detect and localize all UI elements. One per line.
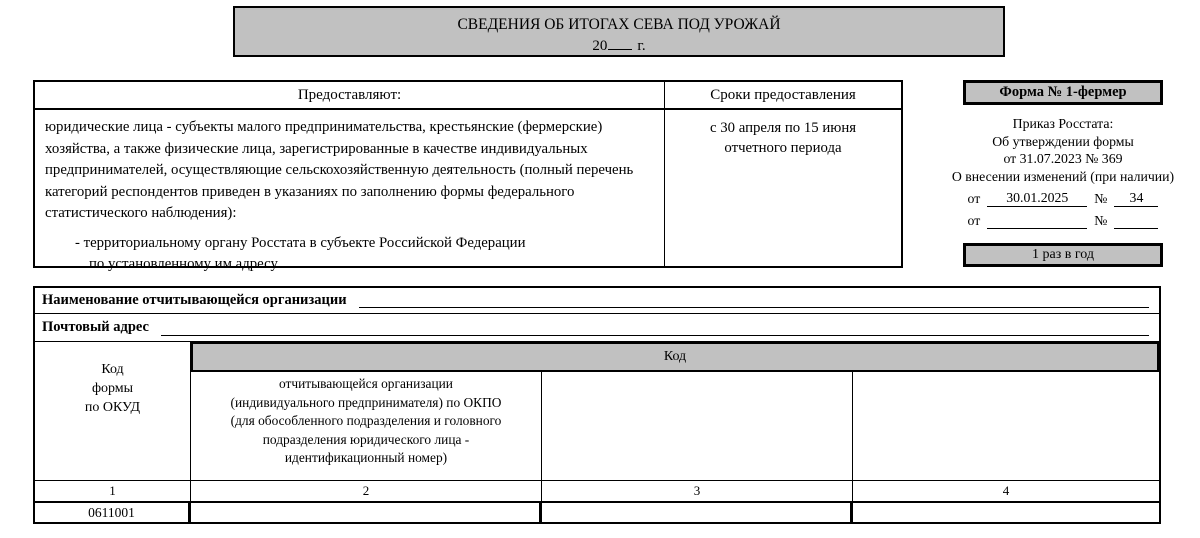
providers-body-cell [35,112,664,272]
postal-address-row [35,314,1159,342]
postal-address-fill-line [161,321,1149,336]
form-number-box: Форма № 1-фермер [963,80,1163,105]
form-title: СВЕДЕНИЯ ОБ ИТОГАХ СЕВА ПОД УРОЖАЙ [457,16,781,33]
form-title-box [233,6,1005,57]
code-header-cell-4 [853,372,1159,480]
code-value-cell-4 [853,503,1159,522]
okud-header-cell [35,342,191,480]
code-header-cell-3 [542,372,853,480]
org-name-fill-line [359,293,1149,308]
order-line2: Об утверждении формы [992,133,1134,149]
code-banner: Код [191,342,1159,372]
amendment-no-underline: 34 [1114,189,1158,207]
okpo-header-line2: (индивидуального предпринимателя) по ОКПО [230,394,502,410]
rosstat-order-block [928,115,1198,229]
okud-header-line2: формы [91,381,134,396]
amendment-row-1 [928,187,1198,207]
org-name-row [35,288,1159,314]
year-blank-line [608,37,632,50]
column-number-1: 1 [35,481,191,501]
okpo-code-cell [191,503,542,522]
okpo-header-cell [191,372,542,480]
from-label-2: от [967,212,981,228]
amendment-date-blank [987,211,1087,229]
okpo-header-line1: отчитывающейся организации [279,376,453,391]
okud-code-cell: 0611001 [35,503,191,522]
column-number-3: 3 [542,481,853,501]
org-name-label: Наименование отчитывающейся организации [42,292,347,308]
amendment-no-blank [1114,211,1158,229]
providers-header: Предоставляют: [35,82,664,110]
okud-header-line1: Код [101,362,124,377]
okud-header-line3: по ОКУД [84,400,141,415]
postal-address-label: Почтовый адрес [42,319,149,335]
no-label-1: № [1094,190,1108,206]
year-suffix: г. [637,38,646,54]
deadline-header: Сроки предоставления [665,82,901,110]
from-label-1: от [967,190,981,206]
code-value-cell-3 [542,503,853,522]
year-prefix: 20 [592,38,608,54]
amendment-row-2 [928,209,1198,229]
providers-table [33,80,903,272]
okpo-header-line5: идентификационный номер) [284,450,448,465]
order-line3: от 31.07.2023 № 369 [1003,151,1123,166]
providers-description: юридические лица - субъекты малого предпринимательства, крестьянские (фермерские) хозяйства, а также физические лица, зарегистрированные в качестве индивидуальных предпринимателей, осуществляющие сельскохозяйственную деятельность (полный перечень категорий респондентов приведен в указаниях по заполнению формы федерального статистического наблюдения): [45,119,634,221]
order-line4: О внесении изменений (при наличии) [951,168,1175,184]
column-number-4: 4 [1002,483,1010,498]
code-values-row [35,501,1159,522]
organization-code-table [33,286,1161,524]
amendment-date-underline: 30.01.2025 [987,189,1087,207]
okpo-header-line4: подразделения юридического лица - [262,431,470,447]
order-title: Приказ Росстата: [1012,116,1114,131]
no-label-2: № [1094,212,1108,228]
column-numbers-row [35,480,1159,501]
submit-to-line1: - территориальному органу Росстата в субъекте Российской Федерации [75,234,526,251]
deadline-line2: отчетного периода [724,140,842,156]
frequency-box: 1 раз в год [963,243,1163,267]
year-line [235,37,1003,56]
deadline-line1: с 30 апреля по 15 июня [709,120,857,136]
submit-to-line2: по установленному им адресу [89,256,278,272]
deadline-cell [665,112,901,158]
column-number-2: 2 [191,481,542,501]
okpo-header-line3: (для обособленного подразделения и головного [230,413,502,428]
